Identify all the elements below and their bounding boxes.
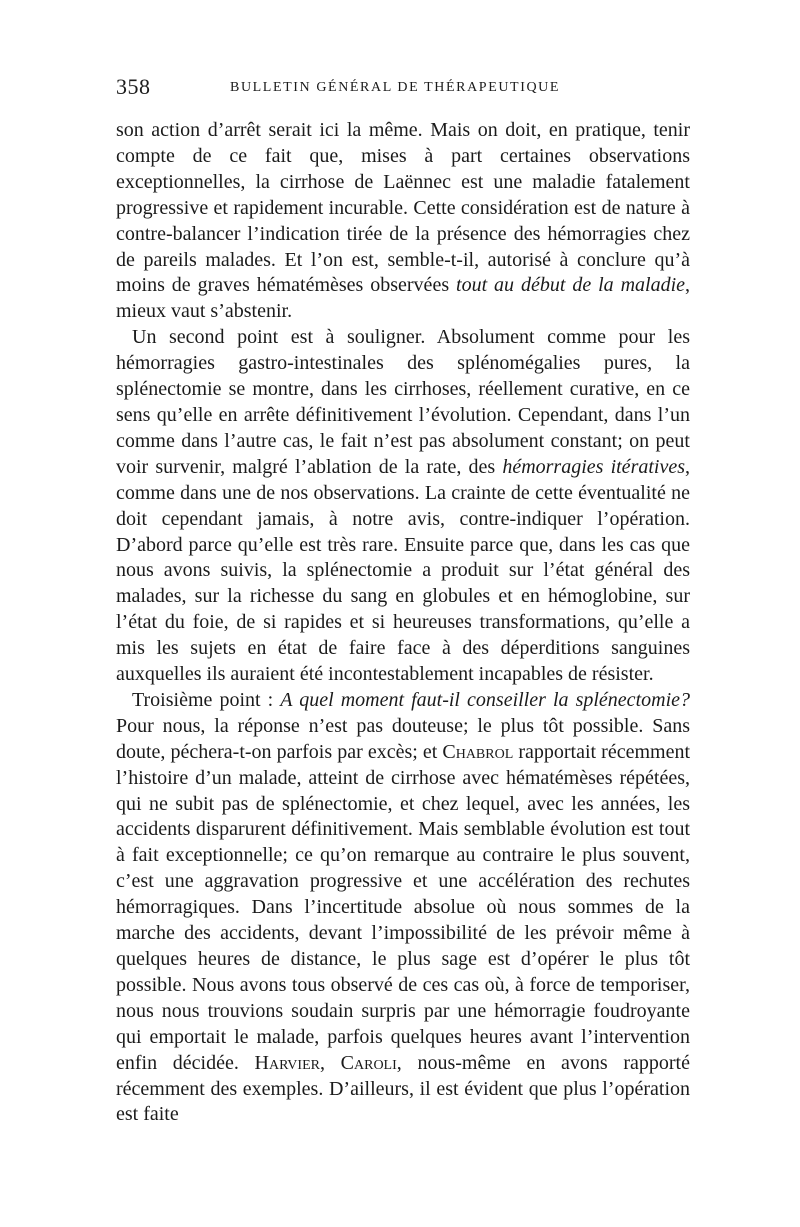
p3-italic-question: A quel moment faut-il conseiller la splénectomie? <box>280 688 690 711</box>
p1-text-b: , mieux vaut s’abstenir. <box>116 274 691 323</box>
running-head <box>116 72 690 102</box>
p3-comma: , <box>319 1051 325 1074</box>
p3-text-b: Pour nous, la réponse n’est pas douteuse; le plus tôt possible. Sans doute, péchera-t-on parfois par excès; et <box>116 714 690 763</box>
author-harvier: Harvier <box>254 1051 320 1074</box>
paragraph-2 <box>116 325 690 688</box>
p2-italic-phrase: hémorragies itératives <box>502 455 685 478</box>
p1-italic-phrase: tout au début de la maladie <box>456 274 686 297</box>
p3-text-a: Troisième point : <box>132 688 274 711</box>
journal-title: BULLETIN GÉNÉRAL DE THÉRAPEUTIQUE <box>230 80 561 95</box>
p2-text-a: Un second point est à souligner. Absolument comme pour les hémorragies gastro-intestinales des splénomégalies pures, la splénectomie se montre, dans les cirrhoses, réellement curative, en ce sens qu’elle en arrête définitivement l’évolution. Cependant, dans l’un comme dans l’autre cas, le fait n’est pas absolument constant; on peut voir survenir, malgré l’ablation de la rate, des <box>116 326 690 478</box>
p1-text-a: son action d’arrêt serait ici la même. Mais on doit, en pratique, tenir compte de ce fait que, mises à part certaines observations exceptionnelles, la cirrhose de Laënnec est une maladie fatalement progressive et rapidement incurable. Cette considération est de nature à contre-balancer l’indication tirée de la présence des hémorragies chez de pareils malades. Et l’on est, semble-t-il, autorisé à conclure qu’à moins de graves hématémèses observées <box>116 119 690 297</box>
paragraph-1 <box>116 118 690 325</box>
p3-text-e: , nous-même en avons rapporté récemment des exemples. D’ailleurs, il est évident que plus l’opération est faite <box>116 1051 690 1126</box>
p2-text-b: , comme dans une de nos observations. La crainte de cette éventualité ne doit cependant jamais, à notre avis, contre-indiquer l’opération. D’abord parce qu’elle est très rare. Ensuite parce que, dans les cas que nous avons suivis, la splénectomie a produit sur l’état général des malades, sur la richesse du sang en globules et en hémoglobine, sur l’état du foie, de si rapides et si heureuses transformations, qu’elle a mis les sujets en état de faire face à des déperditions sanguines auxquelles ils auraient été incontestablement incapables de résister. <box>116 455 690 686</box>
author-chabrol: Chabrol <box>442 740 514 763</box>
p3-text-c: rapportait récemment l’histoire d’un malade, atteint de cirrhose avec hématémèses répétées, qui ne subit pas de splénectomie, et chez lequel, avec les années, les accidents disparurent définitivement. Mais semblable évolution est tout à fait exceptionnelle; ce qu’on remarque au contraire le plus souvent, c’est une aggravation progressive et une accélération des rechutes hémorragiques. Dans l’incertitude absolue où nous sommes de la marche des accidents, devant l’impossibilité de les prévoir même à quelques heures de distance, le plus sage est d’opérer le plus tôt possible. Nous avons tous observé de ces cas où, à force de temporiser, nous nous trouvions soudain surpris par une hémorragie foudroyante qui emportait le malade, parfois quelques heures avant l’intervention enfin décidée. <box>116 740 691 1074</box>
author-caroli: Caroli <box>340 1051 397 1074</box>
page-number: 358 <box>116 74 151 99</box>
body-text <box>116 118 690 1128</box>
paragraph-3 <box>116 688 690 1128</box>
